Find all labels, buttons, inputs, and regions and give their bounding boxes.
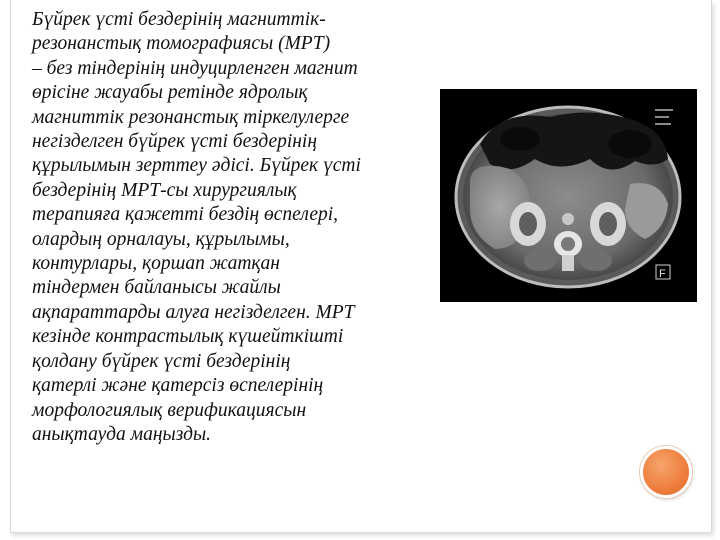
text-line: ақпараттарды алуға негізделген. МРТ	[32, 301, 355, 323]
text-line: резонанстық томографиясы (МРТ)	[32, 33, 331, 55]
text-line: олардың орналауы, құрылымы,	[32, 228, 290, 250]
text-line: – без тіндерінің индуцирленген магнит	[32, 57, 358, 79]
text-line: морфологиялық верификациясын	[32, 399, 307, 421]
text-line: құрылымын зерттеу әдісі. Бүйрек үсті	[32, 155, 361, 177]
text-line: негізделген бүйрек үсті бездерінің	[32, 131, 318, 153]
ct-scan-image	[440, 89, 697, 302]
text-line: қатерлі және қатерсіз өспелерінің	[32, 375, 324, 397]
text-line: қолдану бүйрек үсті бездерінің	[32, 350, 291, 372]
text-line: анықтауда маңызды.	[32, 423, 212, 445]
text-line: магниттік резонанстық тіркелулерге	[32, 106, 350, 128]
text-line: өрісіне жауабы ретінде ядролық	[32, 82, 308, 104]
text-line: кезінде контрастылық күшейткішті	[32, 326, 344, 348]
scan-corner-label: F	[659, 268, 666, 280]
text-line: бездерінің МРТ-сы хирургиялық	[32, 179, 297, 201]
decorative-orange-circle	[640, 446, 692, 498]
text-line: терапияға қажетті бездің өспелері,	[32, 204, 339, 226]
text-line: Бүйрек үсті бездерінің магниттік-	[32, 9, 326, 30]
body-text	[32, 8, 452, 447]
text-line: контурлары, қоршап жатқан	[32, 253, 280, 275]
text-line: тіндермен байланысы жайлы	[32, 277, 281, 299]
